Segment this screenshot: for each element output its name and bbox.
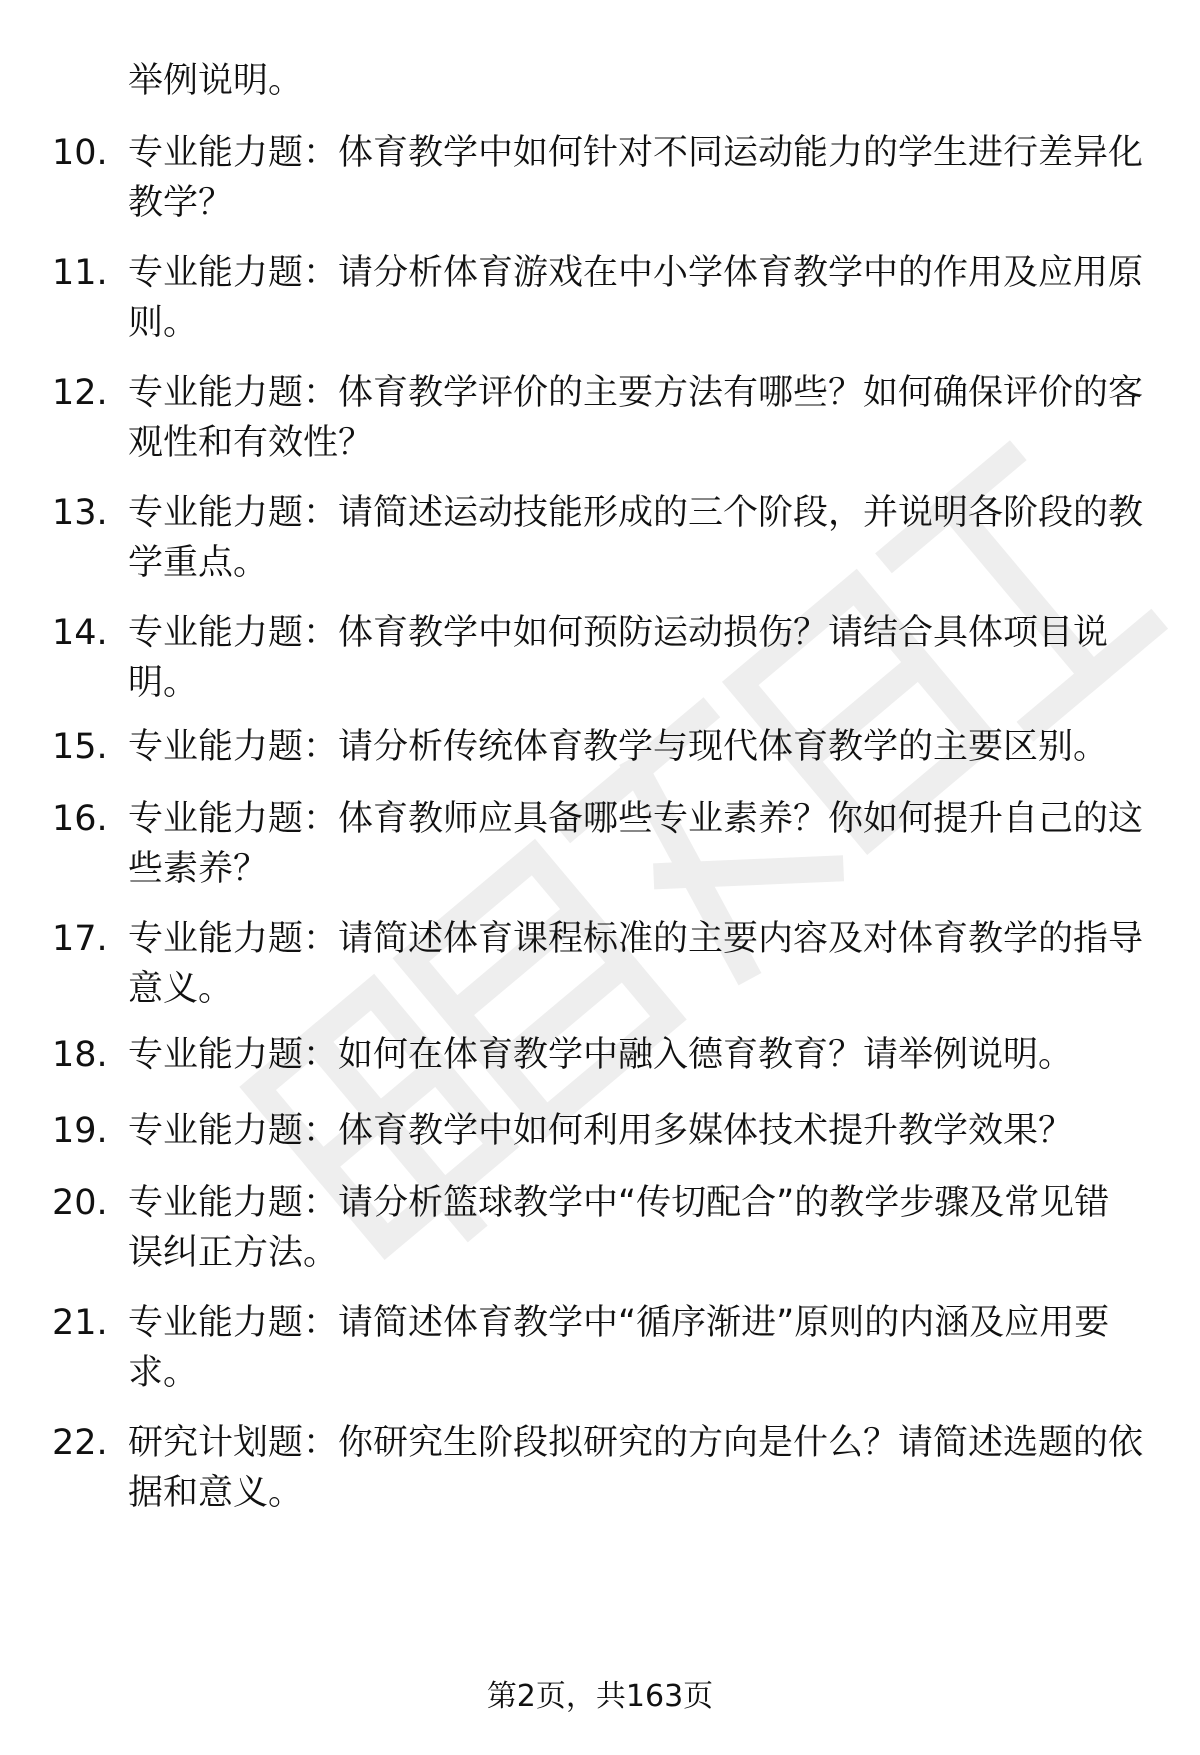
item-text: 专业能力题：体育教学中如何利用多媒体技术提升教学效果？ (128, 1111, 1074, 1151)
item-text: 专业能力题：请分析篮球教学中“传切配合”的教学步骤及常见错误纠正方法。 (128, 1183, 1110, 1273)
item-number: 19. (52, 1111, 108, 1151)
item-text: 专业能力题：请简述运动技能形成的三个阶段，并说明各阶段的教学重点。 (128, 493, 1144, 583)
item-text: 专业能力题：请分析传统体育教学与现代体育教学的主要区别。 (128, 727, 1109, 767)
item-number: 17. (52, 919, 108, 959)
list-item (52, 128, 1152, 228)
item-number: 13. (52, 493, 108, 533)
item-number: 10. (52, 133, 108, 173)
list-item (52, 1106, 1152, 1156)
list-item (52, 608, 1152, 708)
list-item (52, 1178, 1152, 1278)
list-item (52, 1030, 1152, 1080)
list-item (52, 488, 1152, 588)
list-item (52, 722, 1152, 772)
list-item (52, 368, 1152, 468)
item-text: 专业能力题：请分析体育游戏在中小学体育教学中的作用及应用原则。 (128, 253, 1144, 343)
continuation-text: 举例说明。 (128, 61, 304, 101)
item-number: 20. (52, 1183, 108, 1223)
item-number: 15. (52, 727, 108, 767)
item-text: 专业能力题：体育教师应具备哪些专业素养？你如何提升自己的这些素养？ (128, 799, 1144, 889)
item-text: 研究计划题：你研究生阶段拟研究的方向是什么？请简述选题的依据和意义。 (128, 1423, 1144, 1513)
list-item (52, 914, 1152, 1014)
list-item (52, 1298, 1152, 1398)
item-number: 21. (52, 1303, 108, 1343)
item-number: 22. (52, 1423, 108, 1463)
item-text: 专业能力题：体育教学中如何预防运动损伤？请结合具体项目说明。 (128, 613, 1109, 703)
item-number: 11. (52, 253, 108, 293)
list-item (52, 1418, 1152, 1518)
item-number: 16. (52, 799, 108, 839)
list-item (52, 248, 1152, 348)
item-text: 专业能力题：体育教学中如何针对不同运动能力的学生进行差异化教学？ (128, 133, 1144, 223)
item-text: 专业能力题：如何在体育教学中融入德育教育？请举例说明。 (128, 1035, 1074, 1075)
list-item (52, 794, 1152, 894)
item-number: 14. (52, 613, 108, 653)
item-number: 18. (52, 1035, 108, 1075)
item-number: 12. (52, 373, 108, 413)
item-text: 专业能力题：请简述体育教学中“循序渐进”原则的内涵及应用要求。 (128, 1303, 1110, 1393)
item-text: 专业能力题：体育教学评价的主要方法有哪些？如何确保评价的客观性和有效性？ (128, 373, 1144, 463)
item-text: 专业能力题：请简述体育课程标准的主要内容及对体育教学的指导意义。 (128, 919, 1144, 1009)
page-number-footer: 第2页，共163页 (486, 1679, 714, 1714)
